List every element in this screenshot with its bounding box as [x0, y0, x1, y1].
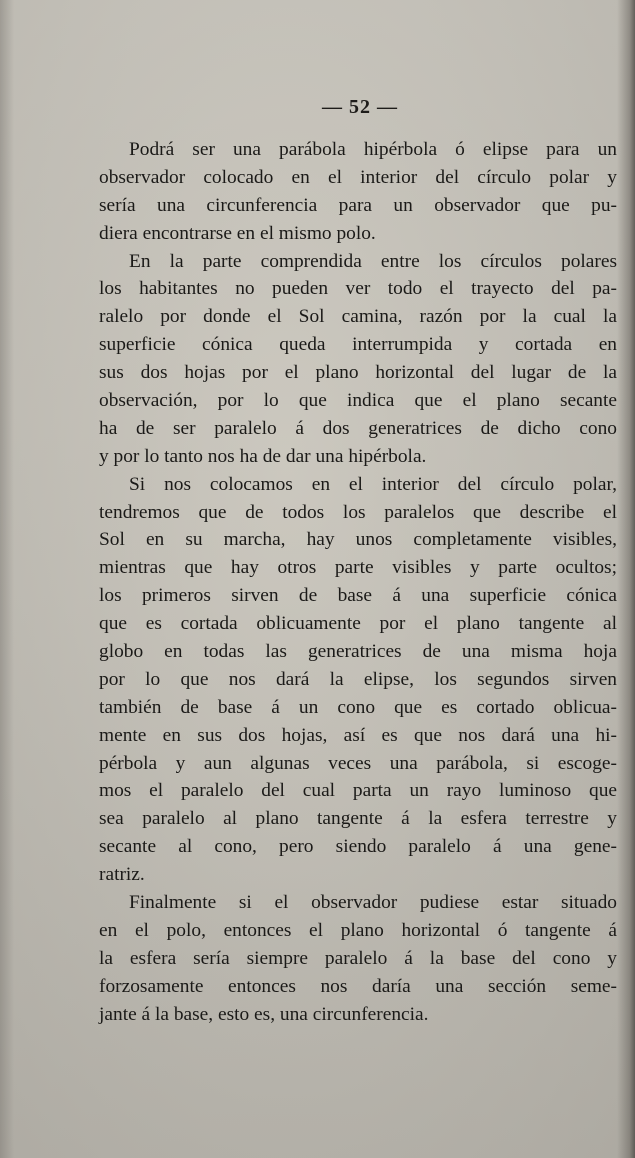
text-line: mente en sus dos hojas, así es que nos dará una hi-: [99, 724, 617, 746]
text-line: sería una circunferencia para un observador que pu-: [99, 194, 617, 216]
page-number: — 52 —: [322, 96, 398, 118]
text-line: superficie cónica queda interrumpida y cortada en: [99, 334, 617, 356]
paragraph-4: [99, 889, 617, 1028]
text-line: mos el paralelo del cual parta un rayo luminoso que: [99, 780, 617, 802]
text-line: jante á la base, esto es, una circunferencia.: [99, 1003, 429, 1025]
body-text: [99, 136, 617, 1029]
text-line: observación, por lo que indica que el plano secante: [99, 390, 617, 412]
text-line: Finalmente si el observador pudiese estar situado: [129, 892, 617, 914]
text-line: que es cortada oblicuamente por el plano tangente al: [99, 613, 617, 635]
text-line: globo en todas las generatrices de una misma hoja: [99, 641, 617, 663]
text-line: los habitantes no pueden ver todo el trayecto del pa-: [99, 278, 617, 300]
text-line: secante al cono, pero siendo paralelo á una gene-: [99, 836, 617, 858]
text-line: tendremos que de todos los paralelos que describe el: [99, 501, 617, 523]
page-left-shadow: [0, 0, 14, 1158]
paragraph-2: [99, 248, 617, 471]
text-line: ratriz.: [99, 864, 145, 886]
text-line: observador colocado en el interior del círculo polar y: [99, 166, 617, 188]
text-line: sus dos hojas por el plano horizontal del lugar de la: [99, 362, 617, 384]
text-line: diera encontrarse en el mismo polo.: [99, 222, 376, 244]
text-line: forzosamente entonces nos daría una sección seme-: [99, 975, 617, 997]
text-line: la esfera sería siempre paralelo á la base del cono y: [99, 947, 617, 969]
text-line: Si nos colocamos en el interior del círculo polar,: [129, 473, 617, 495]
text-line: en el polo, entonces el plano horizontal ó tangente á: [99, 919, 617, 941]
paragraph-3: [99, 471, 617, 889]
text-line: por lo que nos dará la elipse, los segundos sirven: [99, 668, 617, 690]
text-line: En la parte comprendida entre los círculos polares: [129, 250, 617, 272]
text-line: pérbola y aun algunas veces una parábola, si escoge-: [99, 752, 617, 774]
text-line: Sol en su marcha, hay unos completamente visibles,: [99, 529, 617, 551]
text-line: y por lo tanto nos ha de dar una hipérbola.: [99, 445, 427, 467]
text-line: ralelo por donde el Sol camina, razón por la cual la: [99, 306, 617, 328]
text-line: los primeros sirven de base á una superficie cónica: [99, 585, 617, 607]
text-line: también de base á un cono que es cortado oblicua-: [99, 696, 617, 718]
paragraph-1: [99, 136, 617, 248]
text-line: Podrá ser una parábola hipérbola ó elipse para un: [129, 139, 617, 160]
text-line: mientras que hay otros parte visibles y parte ocultos;: [99, 557, 617, 579]
page-right-shadow: [617, 0, 635, 1158]
text-line: sea paralelo al plano tangente á la esfera terrestre y: [99, 808, 617, 830]
text-line: ha de ser paralelo á dos generatrices de dicho cono: [99, 417, 617, 439]
